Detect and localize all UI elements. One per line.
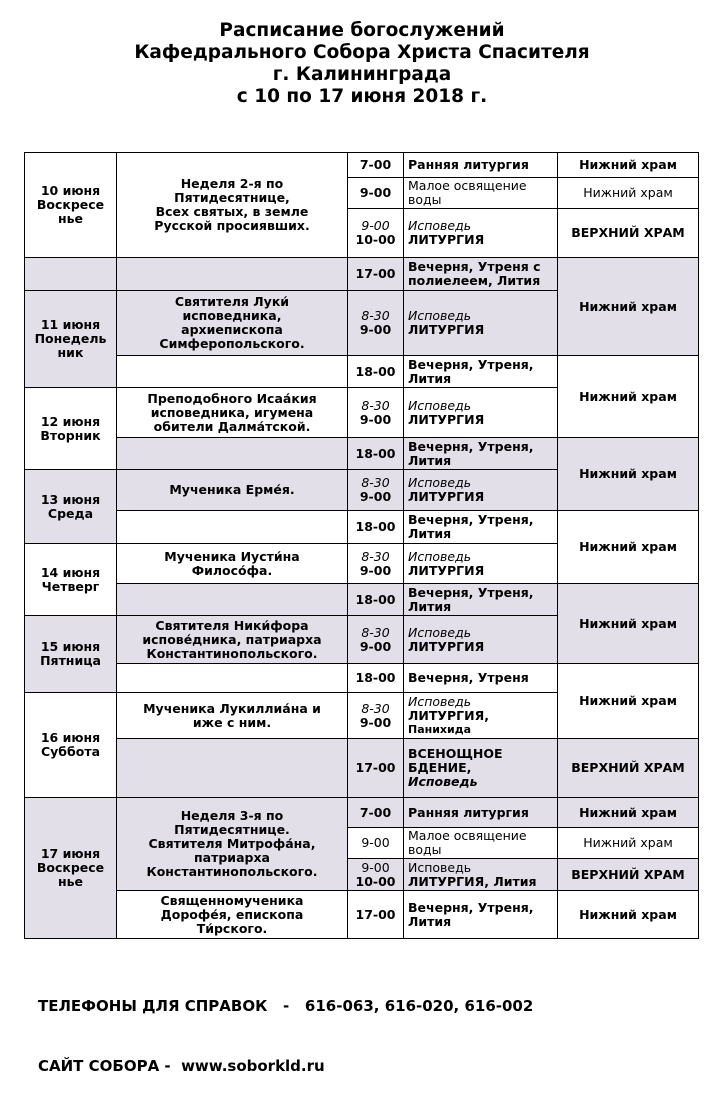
place-cell: Нижний храм [558, 153, 699, 178]
time-cell: 8-30 9-00 [348, 470, 404, 511]
empty-cell [117, 438, 348, 470]
empty-cell [117, 584, 348, 616]
place-cell: Нижний храм [558, 828, 699, 859]
time-cell: 18-00 [348, 664, 404, 693]
service-cell: Исповедь ЛИТУРГИЯ [404, 544, 558, 584]
feast-cell: Святителя Ники́фора испове́дника, патриарха Константинопольского. [117, 616, 348, 664]
feast-cell: Неделя 3-я по Пятидесятнице. Святителя Митрофа́на, патриарха Константинопольского. [117, 798, 348, 891]
time-cell: 18-00 [348, 584, 404, 616]
service-cell: Исповедь ЛИТУРГИЯ, Панихида [404, 693, 558, 739]
day-cell: 16 июня Суббота [25, 693, 117, 798]
empty-cell [117, 511, 348, 544]
time-cell: 17-00 [348, 891, 404, 939]
service-cell: ВСЕНОЩНОЕ БДЕНИЕ, Исповедь [404, 739, 558, 798]
footer [38, 956, 533, 1096]
time-cell: 18-00 [348, 356, 404, 388]
feast-cell: Священномученика Дорофе́я, епископа Ти́рского. [117, 891, 348, 939]
feast-cell: Преподобного Исаа́кия исповедника, игумена обители Далма́тской. [117, 388, 348, 438]
time-cell: 8-30 9-00 [348, 616, 404, 664]
service-cell: Вечерня, Утреня с полиелеем, Лития [404, 258, 558, 291]
title-line-3: г. Калининграда [272, 64, 452, 85]
table-row [25, 739, 699, 798]
site-label: САЙТ СОБОРА - [38, 1057, 171, 1075]
time-cell: 8-30 9-00 [348, 291, 404, 356]
day-cell: 17 июня Воскресе нье [25, 798, 117, 939]
service-cell: Исповедь ЛИТУРГИЯ [404, 291, 558, 356]
service-cell: Вечерня, Утреня, Лития [404, 584, 558, 616]
site-link[interactable]: www.soborkld.ru [181, 1057, 325, 1075]
place-cell: Нижний храм [558, 891, 699, 939]
day-cell: 14 июня Четверг [25, 544, 117, 616]
phones-numbers: 616-063, 616-020, 616-002 [304, 997, 534, 1015]
place-cell: ВЕРХНИЙ ХРАМ [558, 739, 699, 798]
day-cell: 12 июня Вторник [25, 388, 117, 470]
table-row [25, 153, 699, 178]
table-row [25, 798, 699, 828]
service-cell: Исповедь ЛИТУРГИЯ [404, 616, 558, 664]
feast-cell: Мученика Ерме́я. [117, 470, 348, 511]
table-row [25, 258, 699, 291]
title-line-1: Расписание богослужений [219, 20, 505, 41]
place-cell: ВЕРХНИЙ ХРАМ [558, 859, 699, 891]
site-line [38, 1056, 533, 1076]
service-cell: Ранняя литургия [404, 798, 558, 828]
table-row [25, 356, 699, 388]
title-line-4: с 10 по 17 июня 2018 г. [236, 86, 488, 107]
empty-cell [117, 356, 348, 388]
place-cell: ВЕРХНИЙ ХРАМ [558, 209, 699, 258]
service-cell: Малое освящение воды [404, 828, 558, 859]
time-cell: 9-00 [348, 828, 404, 859]
feast-cell: Мученика Иусти́на Филосо́фа. [117, 544, 348, 584]
service-cell: Вечерня, Утреня, Лития [404, 356, 558, 388]
place-cell: Нижний храм [558, 356, 699, 438]
day-cell: 13 июня Среда [25, 470, 117, 544]
time-cell: 18-00 [348, 511, 404, 544]
place-cell: Нижний храм [558, 258, 699, 356]
page-title [0, 20, 724, 108]
empty-cell [117, 664, 348, 693]
service-cell: Исповедь ЛИТУРГИЯ [404, 388, 558, 438]
time-cell: 9-00 10-00 [348, 859, 404, 891]
feast-cell: Святителя Луки́ исповедника, архиепископа Симферопольского. [117, 291, 348, 356]
service-cell: Малое освящение воды [404, 178, 558, 209]
service-cell: Исповедь ЛИТУРГИЯ [404, 470, 558, 511]
feast-cell: Неделя 2-я по Пятидесятнице, Всех святых, в земле Русской просиявших. [117, 153, 348, 258]
table-row [25, 891, 699, 939]
time-cell: 7-00 [348, 798, 404, 828]
table-row [25, 438, 699, 470]
service-cell: Исповедь ЛИТУРГИЯ [404, 209, 558, 258]
time-cell: 8-30 9-00 [348, 693, 404, 739]
table-row [25, 511, 699, 544]
service-cell: Вечерня, Утреня, Лития [404, 438, 558, 470]
service-cell: Вечерня, Утреня, Лития [404, 891, 558, 939]
phones-separator: - [283, 997, 290, 1015]
time-cell: 17-00 [348, 258, 404, 291]
time-cell: 7-00 [348, 153, 404, 178]
service-cell: Ранняя литургия [404, 153, 558, 178]
place-cell: Нижний храм [558, 798, 699, 828]
day-cell: 15 июня Пятница [25, 616, 117, 693]
empty-cell [25, 258, 117, 291]
empty-cell [117, 739, 348, 798]
feast-cell: Мученика Лукиллиа́на и иже с ним. [117, 693, 348, 739]
time-cell: 8-30 9-00 [348, 388, 404, 438]
time-cell: 9-00 [348, 178, 404, 209]
day-cell: 10 июня Воскресе нье [25, 153, 117, 258]
schedule-table [24, 152, 699, 939]
time-cell: 17-00 [348, 739, 404, 798]
service-cell: Исповедь ЛИТУРГИЯ, Лития [404, 859, 558, 891]
time-cell: 18-00 [348, 438, 404, 470]
table-row [25, 664, 699, 693]
service-cell: Вечерня, Утреня [404, 664, 558, 693]
place-cell: Нижний храм [558, 178, 699, 209]
phones-line [38, 996, 533, 1016]
table-row [25, 584, 699, 616]
title-line-2: Кафедрального Собора Христа Спасителя [134, 42, 590, 63]
place-cell: Нижний храм [558, 511, 699, 584]
place-cell: Нижний храм [558, 584, 699, 664]
service-cell: Вечерня, Утреня, Лития [404, 511, 558, 544]
phones-label: ТЕЛЕФОНЫ ДЛЯ СПРАВОК [38, 997, 268, 1015]
time-cell: 8-30 9-00 [348, 544, 404, 584]
day-cell: 11 июня Понедель ник [25, 291, 117, 388]
place-cell: Нижний храм [558, 438, 699, 511]
empty-cell [117, 258, 348, 291]
place-cell: Нижний храм [558, 664, 699, 739]
time-cell: 9-00 10-00 [348, 209, 404, 258]
